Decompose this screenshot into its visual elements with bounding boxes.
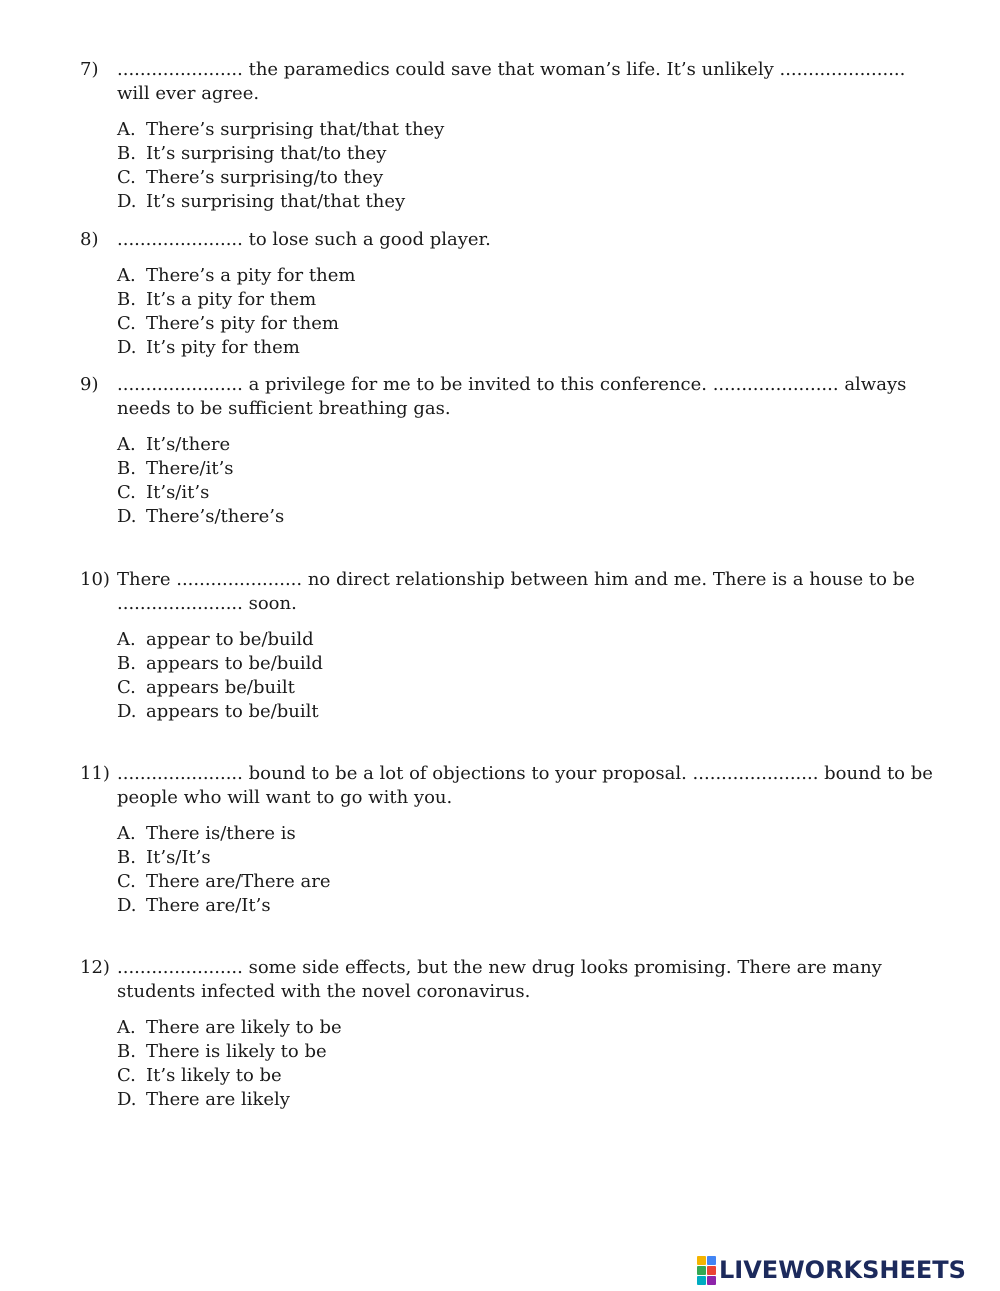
option-letter: B. [117,143,136,164]
option-text: There’s surprising that/that they [146,119,445,140]
option-text: It’s surprising that/to they [146,143,387,164]
logo-block [697,1256,706,1265]
liveworksheets-logo [697,1255,966,1285]
option-text: It’s surprising that/that they [146,191,406,212]
question-number: 11) [80,763,110,784]
option-text: There is/there is [146,823,296,844]
question-number: 8) [80,229,99,250]
answer-option[interactable] [117,700,940,724]
option-letter: A. [117,629,136,650]
answer-option[interactable] [117,652,940,676]
option-letter: D. [117,895,137,916]
option-text: It’s likely to be [146,1065,282,1086]
answer-option[interactable] [117,481,940,505]
option-letter: C. [117,313,136,334]
option-letter: D. [117,506,137,527]
answer-option[interactable] [117,288,940,312]
answer-option[interactable] [117,264,940,288]
option-text: It’s pity for them [146,337,300,358]
answer-options [117,1016,940,1112]
answer-option[interactable] [117,1040,940,1064]
option-letter: B. [117,847,136,868]
logo-block [697,1276,706,1285]
option-text: appear to be/build [146,629,314,650]
question-number: 12) [80,957,110,978]
answer-options [117,822,940,918]
option-letter: D. [117,191,137,212]
option-text: It’s/it’s [146,482,210,503]
answer-option[interactable] [117,894,940,918]
option-text: There are likely to be [146,1017,342,1038]
answer-option[interactable] [117,1064,940,1088]
question-10 [80,568,940,724]
answer-option[interactable] [117,822,940,846]
question-number: 7) [80,59,99,80]
option-text: There’s surprising/to they [146,167,384,188]
answer-option[interactable] [117,505,940,529]
option-text: There is likely to be [146,1041,327,1062]
option-text: There’s/there’s [146,506,285,527]
logo-blocks-icon [697,1256,716,1285]
answer-option[interactable] [117,457,940,481]
question-number: 10) [80,569,110,590]
question-stem: ...................... to lose such a good player. [117,229,491,250]
question-stem: There ...................... no direct relationship between him and me. There is a house to be ...................... soon. [117,569,915,614]
option-letter: B. [117,1041,136,1062]
option-letter: C. [117,482,136,503]
option-letter: A. [117,119,136,140]
option-letter: C. [117,677,136,698]
question-7 [80,58,940,214]
logo-block [707,1266,716,1275]
option-letter: D. [117,701,137,722]
option-text: appears be/built [146,677,295,698]
option-letter: A. [117,265,136,286]
option-text: There/it’s [146,458,234,479]
question-stem: ...................... a privilege for me to be invited to this conference. ...................... always needs to be sufficient breathing gas. [117,374,907,419]
option-text: It’s a pity for them [146,289,317,310]
option-text: There are/It’s [146,895,271,916]
option-text: appears to be/build [146,653,323,674]
answer-options [117,433,940,529]
question-9 [80,373,940,529]
option-text: It’s/It’s [146,847,211,868]
option-text: There’s a pity for them [146,265,356,286]
option-letter: C. [117,167,136,188]
option-letter: C. [117,871,136,892]
logo-block [707,1276,716,1285]
question-stem: ...................... the paramedics could save that woman’s life. It’s unlikely ...................... will ever agree. [117,59,906,104]
option-letter: A. [117,823,136,844]
question-12 [80,956,940,1112]
logo-block [697,1266,706,1275]
option-text: There are likely [146,1089,290,1110]
option-letter: B. [117,289,136,310]
logo-block [707,1256,716,1265]
answer-option[interactable] [117,433,940,457]
option-text: appears to be/built [146,701,319,722]
answer-option[interactable] [117,846,940,870]
option-letter: D. [117,337,137,358]
answer-option[interactable] [117,166,940,190]
question-number: 9) [80,374,99,395]
option-text: There’s pity for them [146,313,339,334]
option-letter: A. [117,1017,136,1038]
option-letter: A. [117,434,136,455]
option-letter: B. [117,458,136,479]
answer-options [117,118,940,214]
answer-option[interactable] [117,628,940,652]
question-8 [80,228,940,360]
option-text: There are/There are [146,871,331,892]
option-letter: D. [117,1089,137,1110]
answer-option[interactable] [117,118,940,142]
answer-option[interactable] [117,870,940,894]
answer-options [117,628,940,724]
answer-option[interactable] [117,336,940,360]
answer-options [117,264,940,360]
answer-option[interactable] [117,312,940,336]
answer-option[interactable] [117,676,940,700]
question-stem: ...................... bound to be a lot of objections to your proposal. ...................... bound to be people who will want to go with you. [117,763,933,808]
option-letter: B. [117,653,136,674]
answer-option[interactable] [117,1088,940,1112]
question-11 [80,762,940,918]
answer-option[interactable] [117,1016,940,1040]
option-text: It’s/there [146,434,231,455]
option-letter: C. [117,1065,136,1086]
answer-option[interactable] [117,142,940,166]
answer-option[interactable] [117,190,940,214]
logo-text: LIVEWORKSHEETS [719,1256,966,1284]
question-stem: ...................... some side effects, but the new drug looks promising. There are many students infected with the novel coronavirus. [117,957,882,1002]
